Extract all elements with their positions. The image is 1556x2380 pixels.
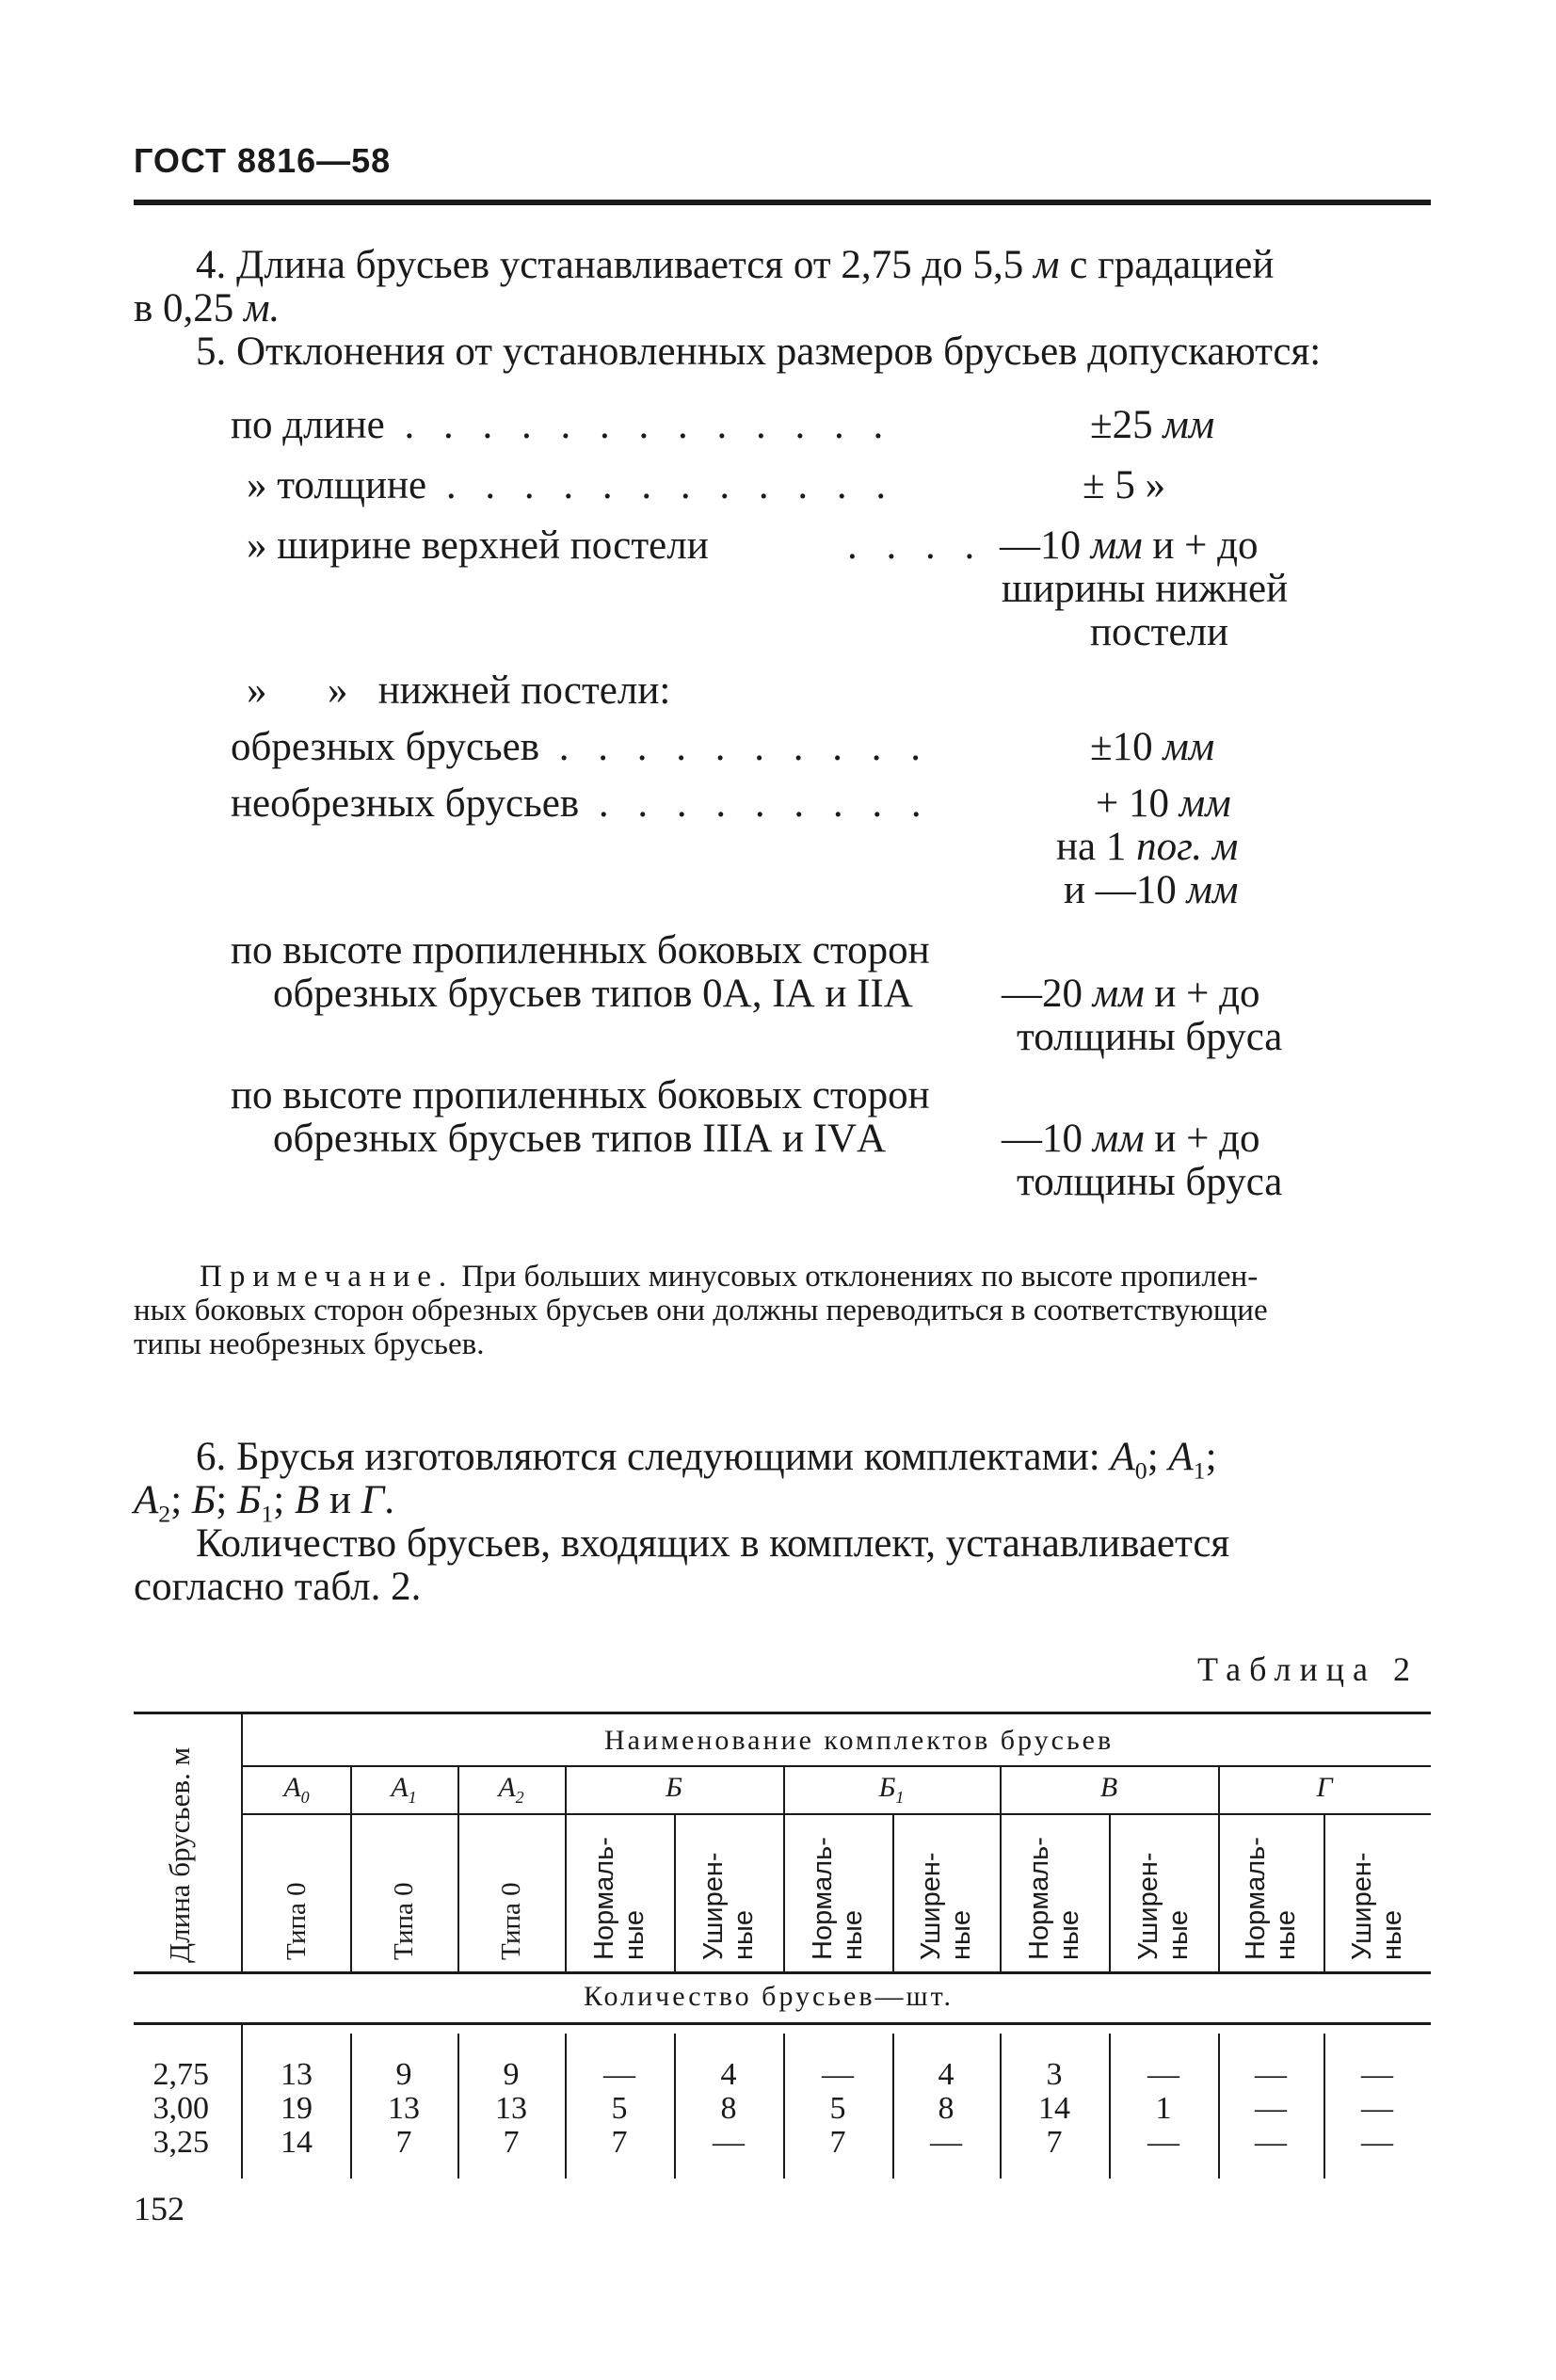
note-line-2: ных боковых сторон обрезных брусьев они должны переводиться в соответствующие	[134, 1294, 1268, 1327]
table-cell: —	[822, 2057, 854, 2092]
table-cell: 7	[395, 2125, 412, 2160]
sub-header: Типа 0	[496, 1882, 526, 1960]
dev-height-2-line-1: по высоте пропиленных боковых сторон	[231, 1073, 930, 1118]
table-caption: Таблица 2	[1197, 1650, 1419, 1688]
table-cell: 13	[495, 2091, 527, 2126]
table-cell: 4	[720, 2057, 737, 2092]
table-cell: 3	[1046, 2057, 1063, 2092]
dev-height-1-line-2: обрезных брусьев типов 0А, IА и IIА	[273, 972, 913, 1016]
sub-header: Типа 0	[389, 1882, 419, 1960]
table-cell: —	[1147, 2125, 1179, 2160]
sub-header: Типа 0	[281, 1882, 312, 1960]
dev-upper-value-1: —10 мм и + до	[1000, 523, 1259, 568]
dev-height-2-value: —10 мм и + до	[1002, 1117, 1260, 1161]
table-cell: 5	[611, 2091, 628, 2126]
sub-header: Нормаль- ные	[589, 1837, 650, 1960]
dev-thickness-value: ± 5 »	[1083, 463, 1166, 507]
table-cell: 13	[388, 2091, 420, 2126]
set-header: $Б_1$	[878, 1772, 905, 1807]
dev-height-1-line-1: по высоте пропиленных боковых сторон	[231, 928, 930, 973]
dev-height-1-value: —20 мм и + до	[1002, 972, 1260, 1016]
table-group-header: Наименование комплектов брусьев	[604, 1725, 1115, 1756]
item-4-line-1: 4. Длина брусьев устанавливается от 2,75 до 5,5 м с градацией	[196, 243, 1275, 287]
table-count-header: Количество брусьев—шт.	[584, 1981, 954, 2012]
dev-upper-label: » ширине верхней постели	[247, 523, 709, 568]
set-header: Г	[1316, 1772, 1333, 1803]
table-column-line	[1323, 1815, 1325, 1971]
dev-length-label: по длине . . . . . . . . . . . . .	[231, 403, 893, 447]
table-column-line	[1109, 1815, 1111, 1971]
table-cell: —	[1255, 2125, 1287, 2160]
table-cell: —	[1255, 2057, 1287, 2092]
table-cell: —	[1361, 2091, 1393, 2126]
dev-upper-value-3: постели	[1090, 610, 1229, 654]
set-header: $А_2$	[498, 1772, 524, 1807]
table-cell: —	[603, 2057, 635, 2092]
dev-unedged-value: + 10 мм	[1096, 781, 1231, 826]
set-header: Б	[666, 1772, 682, 1803]
set-header: В	[1099, 1772, 1118, 1803]
sub-header: Уширен- ные	[1133, 1852, 1194, 1960]
sub-header: Уширен- ные	[916, 1852, 976, 1960]
dev-length-value: ±25 мм	[1090, 403, 1215, 447]
dev-height-2-value-2: толщины бруса	[1017, 1160, 1283, 1204]
table-cell: 8	[720, 2091, 737, 2126]
dev-upper-dots: . . . .	[847, 523, 985, 568]
table-cell: —	[1361, 2057, 1393, 2092]
table-cell: —	[930, 2125, 962, 2160]
table-column-line	[674, 1815, 676, 1971]
document-header: ГОСТ 8816—58	[134, 141, 392, 180]
table-cell: —	[713, 2125, 745, 2160]
table-cell: 9	[503, 2057, 520, 2092]
sub-header: Нормаль- ные	[1241, 1837, 1301, 1960]
sub-header: Уширен- ные	[1347, 1852, 1407, 1960]
dev-height-2-line-2: обрезных брусьев типов IIIА и IVА	[273, 1117, 887, 1161]
table-cell: —	[1255, 2091, 1287, 2126]
item-6-line-4: согласно табл. 2.	[134, 1565, 422, 1609]
row-length: 3,25	[152, 2125, 209, 2160]
table-cell: 7	[1046, 2125, 1063, 2160]
item-6-line-2: $А_2$; Б; $Б_1$; В и Г.	[134, 1478, 394, 1528]
table-cell: 14	[281, 2125, 313, 2160]
dev-unedged-label: необрезных брусьев . . . . . . . . .	[231, 781, 931, 826]
table-cell: —	[1147, 2057, 1179, 2092]
dev-height-1-value-2: толщины бруса	[1017, 1015, 1283, 1059]
table-cell: 8	[938, 2091, 954, 2126]
table-cell: 7	[611, 2125, 628, 2160]
sub-header: Уширен- ные	[698, 1852, 759, 1960]
table-cell: 19	[281, 2091, 313, 2126]
table-cell: 13	[281, 2057, 313, 2092]
table-cell: 9	[395, 2057, 412, 2092]
table-cell: 7	[503, 2125, 520, 2160]
table-cell: 5	[829, 2091, 846, 2126]
dev-unedged-line-2: на 1 пог. м	[1056, 825, 1239, 869]
table-length-header: Длина брусьев. м	[163, 1746, 196, 1963]
dev-lower-label: » » нижней постели:	[247, 668, 671, 713]
sub-header: Нормаль- ные	[1024, 1837, 1084, 1960]
table-cell: 14	[1038, 2091, 1070, 2126]
row-length: 2,75	[152, 2057, 209, 2092]
table-cell: 7	[829, 2125, 846, 2160]
item-6-line-1: 6. Брусья изготовляются следующими комплектами: $А_0$; $А_1$;	[196, 1435, 1217, 1485]
dev-unedged-line-3: и —10 мм	[1064, 868, 1239, 912]
item-6-line-3: Количество брусьев, входящих в комплект, устанавливается	[196, 1521, 1230, 1566]
row-length: 3,00	[152, 2091, 209, 2126]
item-4-line-2: в 0,25 м.	[134, 286, 281, 330]
table-cell: —	[1361, 2125, 1393, 2160]
note-line-3: типы необрезных брусьев.	[134, 1327, 485, 1361]
page-number: 152	[134, 2190, 184, 2227]
dev-edged-label: обрезных брусьев . . . . . . . . . .	[231, 725, 931, 769]
dev-upper-value-2: ширины нижней	[1002, 567, 1289, 611]
note-line-1: Примечание. При больших минусовых отклонениях по высоте пропилен-	[200, 1260, 1259, 1294]
header-rule	[134, 200, 1431, 205]
set-header: $А_1$	[391, 1772, 417, 1807]
sub-header: Нормаль- ные	[808, 1837, 868, 1960]
table-cell: 4	[938, 2057, 954, 2092]
item-5: 5. Отклонения от установленных размеров брусьев допускаются:	[196, 330, 1322, 374]
dev-thickness-label: » толщине . . . . . . . . . . . .	[247, 463, 896, 507]
table-column-line	[892, 1815, 894, 1971]
table-cell: 1	[1155, 2091, 1172, 2126]
set-header: $А_0$	[283, 1772, 310, 1807]
dev-edged-value: ±10 мм	[1090, 725, 1215, 769]
